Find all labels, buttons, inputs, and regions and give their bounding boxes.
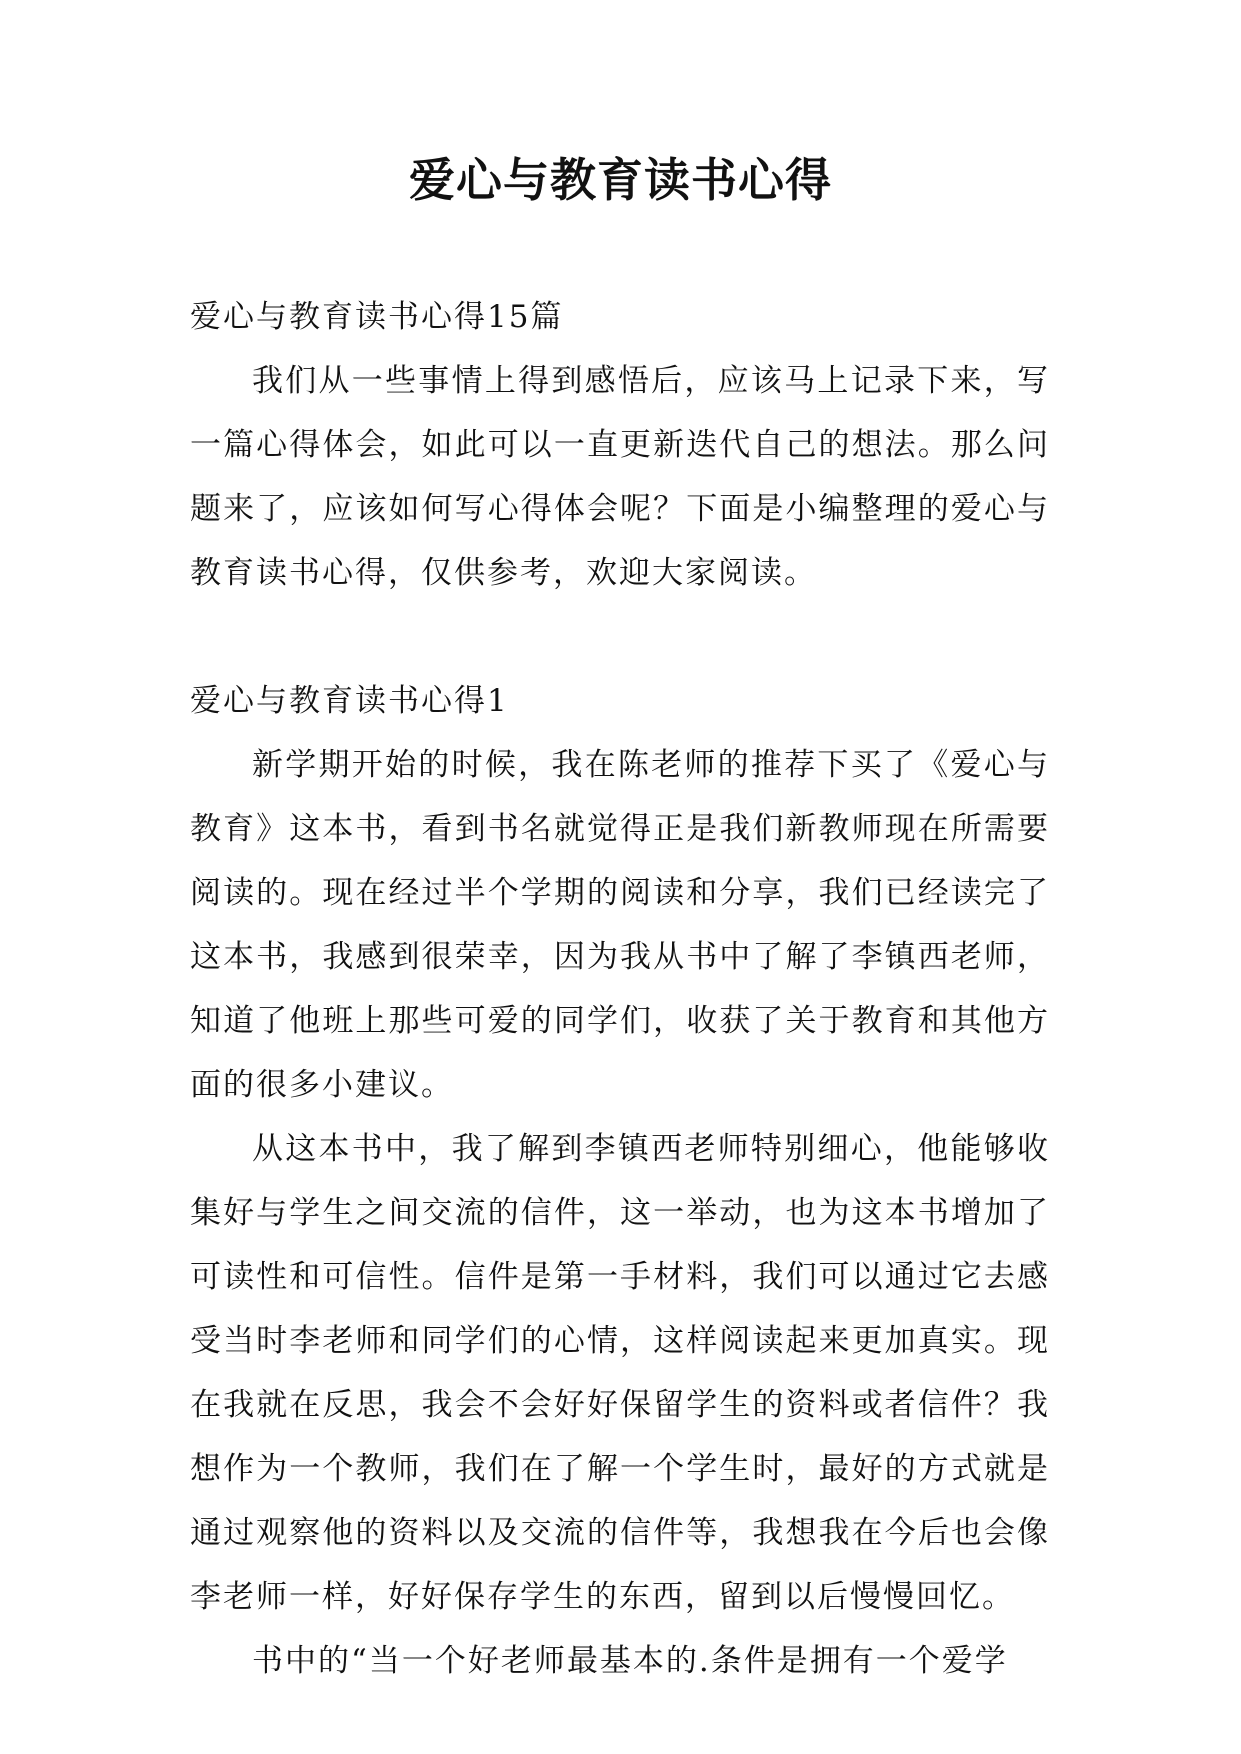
section-heading: 爱心与教育读书心得1 [190,683,509,719]
section-spacer [190,605,1050,669]
intro-paragraph: 我们从一些事情上得到感悟后，应该马上记录下来，写一篇心得体会，如此可以一直更新迭代自己的想法。那么问题来了，应该如何写心得体会呢？下面是小编整理的爱心与教育读书心得，仅供参考，欢迎大家阅读。 [190,363,1050,591]
body-paragraph: 新学期开始的时候，我在陈老师的推荐下买了《爱心与教育》这本书，看到书名就觉得正是我们新教师现在所需要阅读的。现在经过半个学期的阅读和分享，我们已经读完了这本书，我感到很荣幸，因为我从书中了解了李镇西老师，知道了他班上那些可爱的同学们，收获了关于教育和其他方面的很多小建议。 [190,747,1050,1103]
document-title: 爱心与教育读书心得 [409,153,832,207]
collection-heading: 爱心与教育读书心得15篇 [190,299,564,335]
body-paragraph: 从这本书中，我了解到李镇西老师特别细心，他能够收集好与学生之间交流的信件，这一举动，也为这本书增加了可读性和可信性。信件是第一手材料，我们可以通过它去感受当时李老师和同学们的心情，这样阅读起来更加真实。现在我就在反思，我会不会好好保留学生的资料或者信件？我想作为一个教师，我们在了解一个学生时，最好的方式就是通过观察他的资料以及交流的信件等，我想我在今后也会像李老师一样，好好保存学生的东西，留到以后慢慢回忆。 [190,1131,1050,1615]
body-paragraph: 书中的“当一个好老师最基本的.条件是拥有一个爱学 [252,1643,1008,1679]
document-body [190,285,1050,1693]
